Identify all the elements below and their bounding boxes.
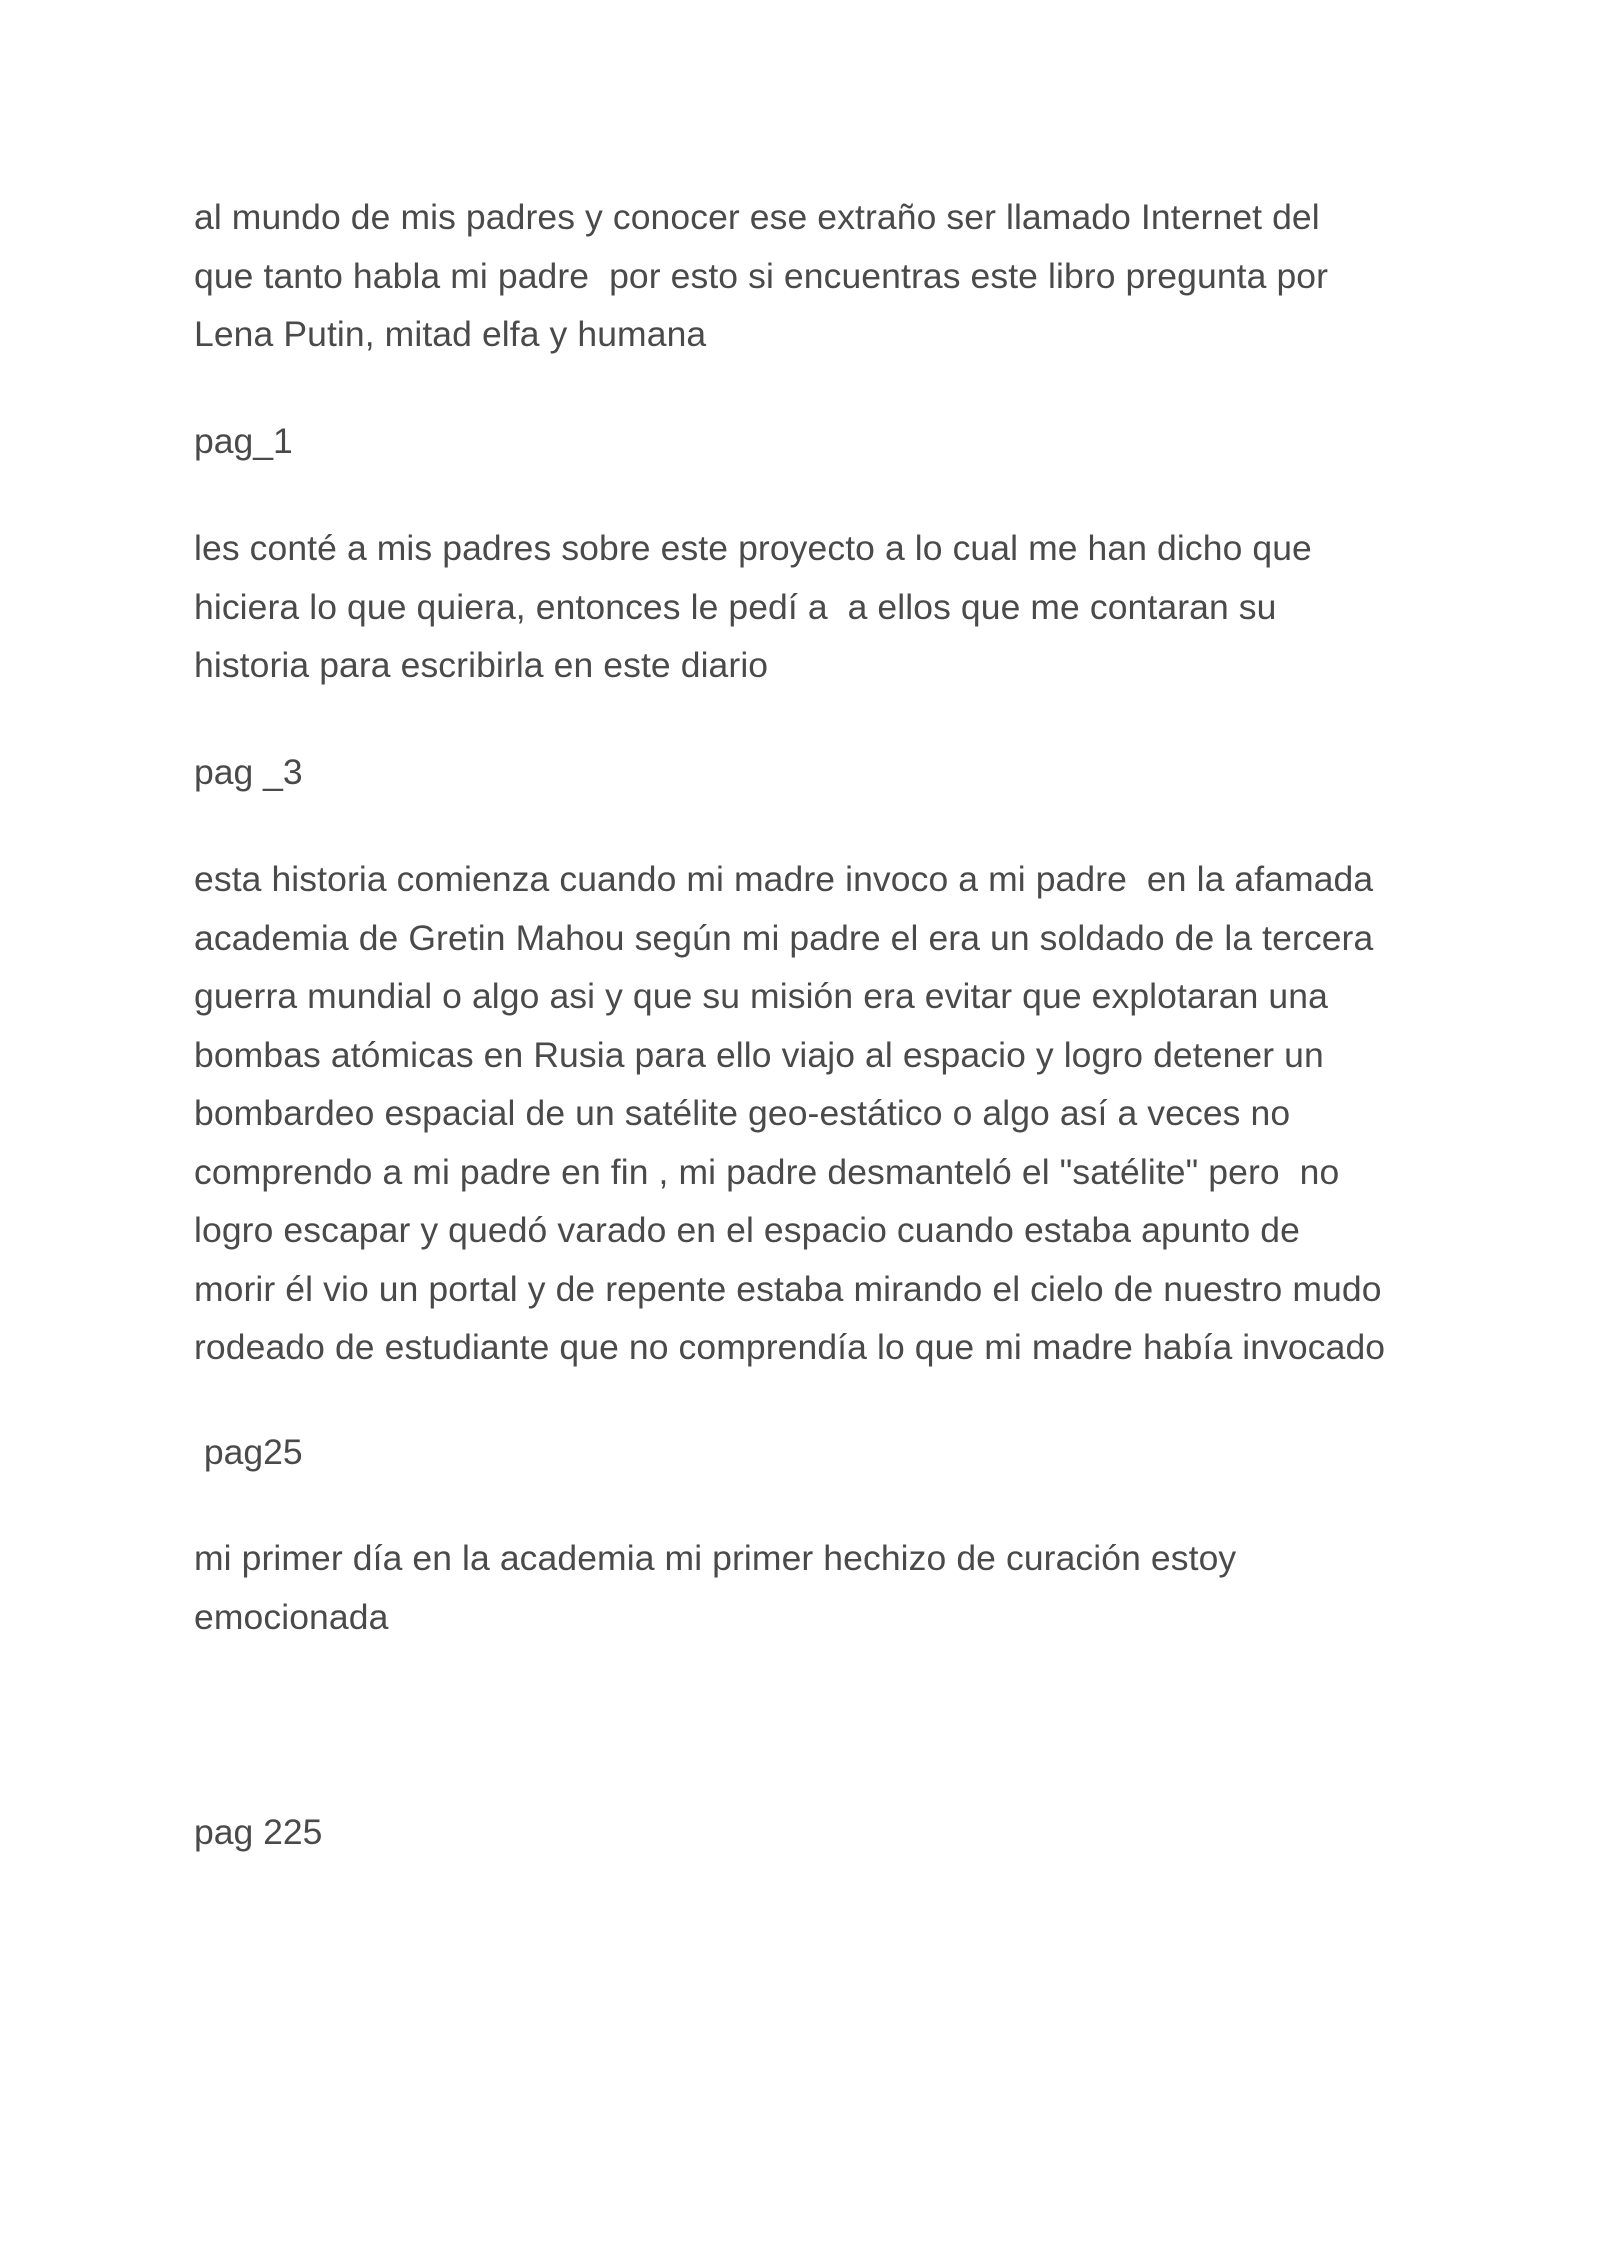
text-line: mi primer día en la academia mi primer hechizo de curación estoy bbox=[194, 1538, 1237, 1578]
text-line: logro escapar y quedó varado en el espacio cuando estaba apunto de bbox=[194, 1210, 1300, 1250]
paragraph-first-day bbox=[194, 1529, 1434, 1646]
text-line: academia de Gretin Mahou según mi padre el era un soldado de la tercera bbox=[194, 917, 1374, 958]
text-line: les conté a mis padres sobre este proyecto a lo cual me han dicho que bbox=[194, 528, 1312, 568]
text-line: comprendo a mi padre en fin , mi padre desmanteló el "satélite" pero no bbox=[194, 1151, 1340, 1192]
paragraph-project bbox=[194, 519, 1434, 695]
text-line: guerra mundial o algo asi y que su misión era evitar que explotaran una bbox=[194, 976, 1328, 1016]
text-line: bombas atómicas en Rusia para ello viajo al espacio y logro detener un bbox=[194, 1034, 1324, 1075]
text-line: esta historia comienza cuando mi madre invoco a mi padre en la afamada bbox=[194, 859, 1374, 899]
text-line: Lena Putin, mitad elfa y humana bbox=[194, 314, 707, 354]
paragraph-intro bbox=[194, 188, 1434, 364]
paragraph-story bbox=[194, 850, 1434, 1377]
page-marker-3: pag _3 bbox=[194, 752, 303, 792]
text-line: que tanto habla mi padre por esto si encuentras este libro pregunta por bbox=[194, 255, 1329, 296]
text-line: hiciera lo que quiera, entonces le pedí a a ellos que me contaran su bbox=[194, 586, 1277, 627]
page-marker-225: pag 225 bbox=[194, 1812, 323, 1852]
text-line: morir él vio un portal y de repente estaba mirando el cielo de nuestro mudo bbox=[194, 1268, 1382, 1309]
text-line: bombardeo espacial de un satélite geo-estático o algo así a veces no bbox=[194, 1093, 1291, 1133]
text-line: historia para escribirla en este diario bbox=[194, 645, 769, 685]
text-line: al mundo de mis padres y conocer ese extraño ser llamado Internet del bbox=[194, 197, 1320, 237]
page-marker-1: pag_1 bbox=[194, 421, 293, 461]
page-marker-25: pag25 bbox=[194, 1432, 303, 1472]
text-line: emocionada bbox=[194, 1596, 389, 1637]
text-line: rodeado de estudiante que no comprendía lo que mi madre había invocado bbox=[194, 1327, 1386, 1367]
